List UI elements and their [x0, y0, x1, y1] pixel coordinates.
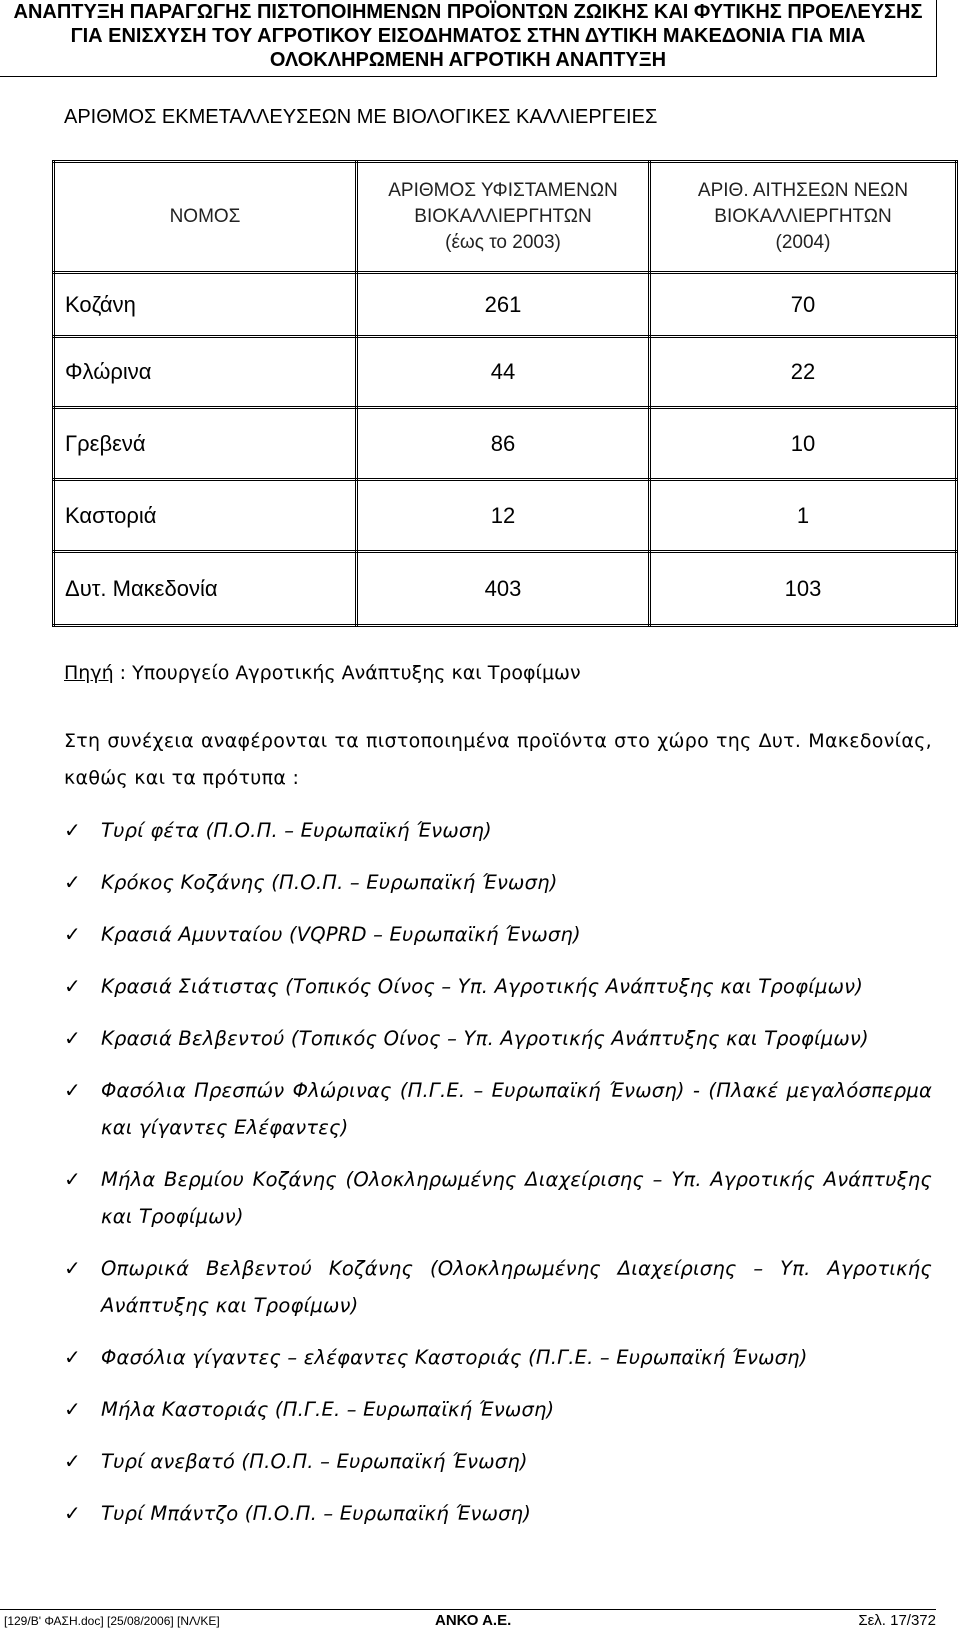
checkmark-icon: ✓ [64, 922, 81, 946]
list-item [64, 1339, 932, 1376]
existing-count-cell: 12 [357, 480, 650, 552]
header-existing-line-3: (έως το 2003) [445, 232, 561, 253]
header-cell-nomos [54, 162, 357, 273]
nomos-cell: Καστοριά [54, 480, 357, 552]
checkmark-icon: ✓ [64, 1501, 81, 1525]
existing-count-cell: 261 [357, 273, 650, 337]
header-existing-line-1: ΑΡΙΘΜΟΣ ΥΦΙΣΤΑΜΕΝΩΝ [388, 180, 618, 201]
list-item [64, 1495, 932, 1532]
checkmark-icon: ✓ [64, 1397, 81, 1421]
page-number: Σελ. 17/372 [858, 1612, 936, 1629]
intro-paragraph: Στη συνέχεια αναφέρονται τα πιστοποιημένα προϊόντα στο χώρο της Δυτ. Μακεδονίας, καθώς και τα πρότυπα : [64, 730, 932, 789]
new-count-cell: 1 [650, 480, 957, 552]
organic-farms-table [52, 160, 958, 627]
header-new-line-1: ΑΡΙΘ. ΑΙΤΗΣΕΩΝ ΝΕΩΝ [697, 180, 909, 201]
product-text: Τυρί ανεβατό (Π.Ο.Π. – Ευρωπαϊκή Ένωση) [101, 1450, 528, 1473]
product-text: Μήλα Καστοριάς (Π.Γ.Ε. – Ευρωπαϊκή Ένωση) [101, 1398, 555, 1421]
new-count-cell: 70 [650, 273, 957, 337]
existing-count-cell: 403 [357, 552, 650, 626]
product-text: Κρόκος Κοζάνης (Π.Ο.Π. – Ευρωπαϊκή Ένωση) [101, 871, 558, 894]
product-text: Κρασιά Σιάτιστας (Τοπικός Οίνος – Υπ. Αγροτικής Ανάπτυξης και Τροφίμων) [101, 975, 864, 998]
header-title-line-2: ΓΙΑ ΕΝΙΣΧΥΣΗ ΤΟΥ ΑΓΡΟΤΙΚΟΥ ΕΙΣΟΔΗΜΑΤΟΣ ΣΤΗΝ ΔΥΤΙΚΗ ΜΑΚΕΔΟΝΙΑ ΓΙΑ ΜΙΑ [70, 25, 866, 47]
checkmark-icon: ✓ [64, 1078, 81, 1102]
new-count-cell: 103 [650, 552, 957, 626]
list-item [64, 1072, 932, 1146]
nomos-cell: Κοζάνη [54, 273, 357, 337]
list-item [64, 864, 932, 901]
existing-count-cell: 86 [357, 408, 650, 480]
checkmark-icon: ✓ [64, 1345, 81, 1369]
product-text: Κρασιά Βελβεντού (Τοπικός Οίνος – Υπ. Αγροτικής Ανάπτυξης και Τροφίμων) [101, 1027, 869, 1050]
table-row [54, 552, 957, 626]
header-new-line-2: ΒΙΟΚΑΛΛΙΕΡΓΗΤΩΝ [714, 206, 892, 227]
header-title-line-3: ΟΛΟΚΛΗΡΩΜΕΝΗ ΑΓΡΟΤΙΚΗ ΑΝΑΠΤΥΞΗ [269, 49, 667, 71]
list-item [64, 812, 932, 849]
list-item [64, 1161, 932, 1235]
product-text: Τυρί φέτα (Π.Ο.Π. – Ευρωπαϊκή Ένωση) [101, 819, 492, 842]
list-item [64, 1250, 932, 1324]
product-text: Κρασιά Αμυνταίου (VQPRD – Ευρωπαϊκή Ένωση) [101, 923, 581, 946]
list-item [64, 968, 932, 1005]
certified-products-list [64, 812, 932, 1547]
product-text: Μήλα Βερμίου Κοζάνης (Ολοκληρωμένης Διαχείρισης – Υπ. Αγροτικής Ανάπτυξης και Τροφίμων) [101, 1168, 932, 1228]
checkmark-icon: ✓ [64, 1167, 81, 1191]
document-footer [0, 1609, 936, 1629]
table-row [54, 480, 957, 552]
source-text: : Υπουργείο Αγροτικής Ανάπτυξης και Τροφίμων [113, 662, 581, 684]
nomos-cell: Φλώρινα [54, 337, 357, 408]
existing-count-cell: 44 [357, 337, 650, 408]
list-item [64, 1020, 932, 1057]
header-existing-line-2: ΒΙΟΚΑΛΛΙΕΡΓΗΤΩΝ [414, 206, 592, 227]
header-title-line-1: ΑΝΑΠΤΥΞΗ ΠΑΡΑΓΩΓΗΣ ΠΙΣΤΟΠΟΙΗΜΕΝΩΝ ΠΡΟΪΟΝΤΩΝ ΖΩΙΚΗΣ ΚΑΙ ΦΥΤΙΚΗΣ ΠΡΟΕΛΕΥΣΗΣ [13, 1, 923, 23]
table-row [54, 337, 957, 408]
source-note [64, 662, 581, 684]
product-text: Οπωρικά Βελβεντού Κοζάνης (Ολοκληρωμένης Διαχείρισης – Υπ. Αγροτικής Ανάπτυξης και Τροφίμων) [101, 1257, 932, 1317]
section-title: ΑΡΙΘΜΟΣ ΕΚΜΕΤΑΛΛΕΥΣΕΩΝ ΜΕ ΒΙΟΛΟΓΙΚΕΣ ΚΑΛΛΙΕΡΓΕΙΕΣ [64, 106, 658, 128]
new-count-cell: 22 [650, 337, 957, 408]
checkmark-icon: ✓ [64, 870, 81, 894]
header-cell-new [650, 162, 957, 273]
checkmark-icon: ✓ [64, 1256, 81, 1280]
header-nomos-label: ΝΟΜΟΣ [169, 206, 241, 227]
nomos-cell: Δυτ. Μακεδονία [54, 552, 357, 626]
list-item [64, 916, 932, 953]
nomos-cell: Γρεβενά [54, 408, 357, 480]
checkmark-icon: ✓ [64, 818, 81, 842]
checkmark-icon: ✓ [64, 1449, 81, 1473]
table-row [54, 273, 957, 337]
product-text: Τυρί Μπάντζο (Π.Ο.Π. – Ευρωπαϊκή Ένωση) [101, 1502, 532, 1525]
new-count-cell: 10 [650, 408, 957, 480]
list-item [64, 1391, 932, 1428]
table-header-row [54, 162, 957, 273]
company-name: ΑΝΚΟ Α.Ε. [435, 1612, 512, 1629]
table-row [54, 408, 957, 480]
header-new-line-3: (2004) [775, 232, 831, 253]
file-reference: [129/Β' ΦΑΣΗ.doc] [25/08/2006] [ΝΛ/ΚΕ] [4, 1614, 220, 1628]
checkmark-icon: ✓ [64, 974, 81, 998]
product-text: Φασόλια γίγαντες – ελέφαντες Καστοριάς (Π.Γ.Ε. – Ευρωπαϊκή Ένωση) [101, 1346, 808, 1369]
header-cell-existing [357, 162, 650, 273]
source-label: Πηγή [64, 662, 114, 684]
product-text: Φασόλια Πρεσπών Φλώρινας (Π.Γ.Ε. – Ευρωπαϊκή Ένωση) - (Πλακέ μεγαλόσπερμα και γίγαντες Ελέφαντες) [101, 1079, 932, 1139]
list-item [64, 1443, 932, 1480]
document-header [0, 0, 937, 77]
checkmark-icon: ✓ [64, 1026, 81, 1050]
